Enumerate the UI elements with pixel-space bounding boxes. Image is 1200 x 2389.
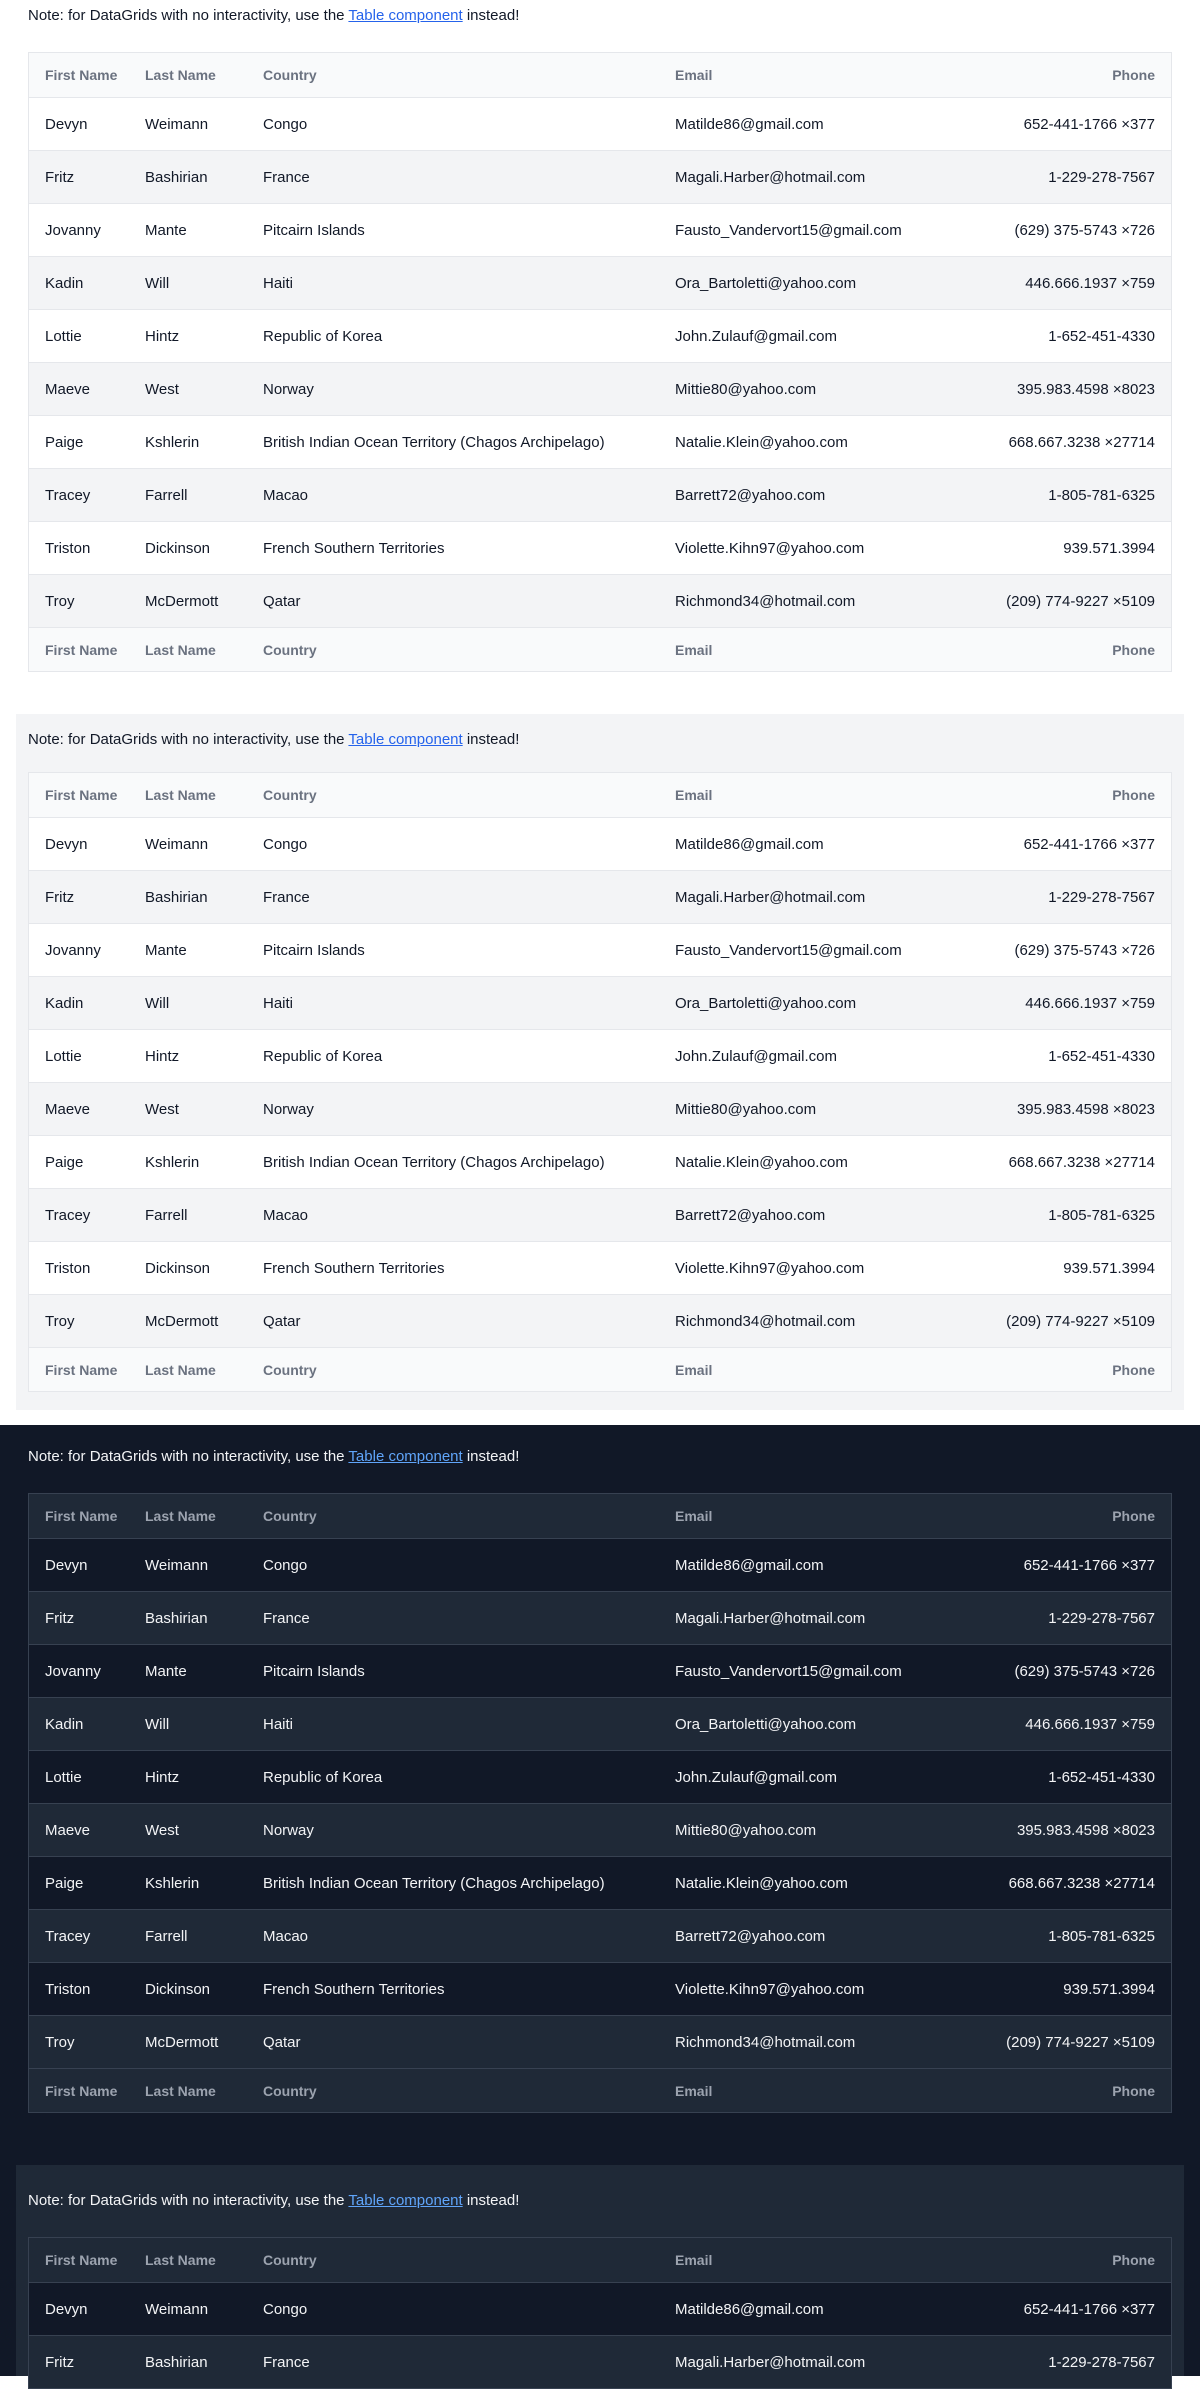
table-row[interactable] [29,1962,1171,2015]
country-cell: British Indian Ocean Territory (Chagos Archipelago) [263,1874,605,1892]
country-cell: British Indian Ocean Territory (Chagos Archipelago) [263,433,605,451]
phone-cell: 939.571.3994 [1063,1259,1155,1277]
note-suffix: instead! [462,2192,520,2209]
datagrid-section-light [0,0,1200,710]
first-name-cell: Tracey [45,1206,91,1224]
last-name-cell: McDermott [145,1312,219,1330]
email-cell: Matilde86@gmail.com [675,1556,824,1574]
last-name-cell: Will [145,274,170,292]
phone-cell: 1-652-451-4330 [1048,1768,1155,1786]
last-name-cell: Kshlerin [145,433,200,451]
country-cell: Pitcairn Islands [263,221,365,239]
last-name-header[interactable]: Last Name [145,2252,216,2268]
first-name-cell: Maeve [45,380,91,398]
last-name-cell: Mante [145,1662,187,1680]
table-row[interactable] [29,574,1171,627]
phone-cell: 1-652-451-4330 [1048,1047,1155,1065]
country-cell: Haiti [263,274,294,292]
first-name-cell: Fritz [45,1609,75,1627]
country-cell: French Southern Territories [263,1259,445,1277]
grid-header-row [29,53,1171,97]
table-component-link[interactable]: Table component [348,2192,463,2209]
table-row[interactable] [29,1294,1171,1347]
table-row[interactable] [29,817,1171,870]
phone-cell: 446.666.1937 ×759 [1025,1715,1155,1733]
last-name-cell: West [145,1821,179,1839]
email-cell: Magali.Harber@hotmail.com [675,168,866,186]
phone-cell: 395.983.4598 ×8023 [1016,380,1155,398]
email-cell: Richmond34@hotmail.com [675,2033,856,2051]
table-component-link[interactable]: Table component [348,1448,463,1465]
email-cell: Violette.Kihn97@yahoo.com [675,539,865,557]
first-name-cell: Kadin [45,274,84,292]
first-name-cell: Maeve [45,1100,91,1118]
country-footer: Country [263,641,317,658]
table-row[interactable] [29,2015,1171,2068]
table-row[interactable] [29,150,1171,203]
last-name-cell: McDermott [145,2033,219,2051]
email-cell: John.Zulauf@gmail.com [675,327,837,345]
phone-cell: 1-652-451-4330 [1048,327,1155,345]
country-cell: Macao [263,1206,309,1224]
email-cell: Mittie80@yahoo.com [675,380,817,398]
table-row[interactable] [29,97,1171,150]
email-cell: Ora_Bartoletti@yahoo.com [675,994,857,1012]
email-footer: Email [675,1361,713,1378]
table-row[interactable] [29,1644,1171,1697]
last-name-cell: Hintz [145,1768,180,1786]
table-row[interactable] [29,1803,1171,1856]
country-cell: British Indian Ocean Territory (Chagos Archipelago) [263,1153,605,1171]
country-header[interactable]: Country [263,2252,317,2268]
first-name-cell: Troy [45,2033,75,2051]
phone-cell: 1-805-781-6325 [1048,486,1155,504]
phone-cell: (209) 774-9227 ×5109 [1006,1312,1155,1330]
last-name-cell: Mante [145,221,187,239]
phone-cell: 1-229-278-7567 [1048,1609,1155,1627]
table-row[interactable] [29,2335,1171,2388]
country-footer: Country [263,2082,317,2099]
last-name-cell: Will [145,994,170,1012]
country-cell: Macao [263,1927,309,1945]
first-name-cell: Devyn [45,115,88,133]
phone-cell: 446.666.1937 ×759 [1025,274,1155,292]
first-name-cell: Paige [45,1874,84,1892]
first-name-header[interactable]: First Name [45,67,118,83]
email-cell: Barrett72@yahoo.com [675,486,826,504]
phone-header[interactable]: Phone [1112,67,1155,83]
first-name-header[interactable]: First Name [45,2252,118,2268]
phone-header[interactable]: Phone [1112,1508,1155,1524]
last-name-footer: Last Name [145,2082,216,2099]
table-row[interactable] [29,362,1171,415]
table-row[interactable] [29,1697,1171,1750]
last-name-cell: Kshlerin [145,1153,200,1171]
country-cell: France [263,888,310,906]
country-cell: Congo [263,115,308,133]
note-prefix: Note: for DataGrids with no interactivity, use the [28,731,349,748]
grid-footer-row [29,2068,1171,2112]
first-name-cell: Devyn [45,835,88,853]
table-component-link[interactable]: Table component [348,7,463,24]
phone-cell: 1-805-781-6325 [1048,1206,1155,1224]
first-name-cell: Fritz [45,168,75,186]
note-prefix: Note: for DataGrids with no interactivity, use the [28,7,349,24]
note-suffix: instead! [462,1448,520,1465]
email-cell: Richmond34@hotmail.com [675,592,856,610]
phone-footer: Phone [1112,1361,1155,1378]
last-name-cell: Hintz [145,327,180,345]
country-cell: Pitcairn Islands [263,1662,365,1680]
last-name-header[interactable]: Last Name [145,67,216,83]
table-row[interactable] [29,1241,1171,1294]
email-cell: Fausto_Vandervort15@gmail.com [675,941,902,959]
email-cell: Violette.Kihn97@yahoo.com [675,1259,865,1277]
phone-cell: 1-229-278-7567 [1048,2353,1155,2371]
email-cell: Matilde86@gmail.com [675,835,824,853]
country-cell: Republic of Korea [263,327,383,345]
last-name-cell: West [145,380,179,398]
country-cell: Norway [263,1821,314,1839]
first-name-cell: Jovanny [45,221,101,239]
phone-cell: 668.667.3238 ×27714 [1008,1153,1155,1171]
grid-header-row [29,1494,1171,1538]
email-header[interactable]: Email [675,2252,713,2268]
phone-cell: 939.571.3994 [1063,539,1155,557]
email-cell: Ora_Bartoletti@yahoo.com [675,1715,857,1733]
email-cell: Matilde86@gmail.com [675,2300,824,2318]
last-name-cell: Farrell [145,486,188,504]
first-name-cell: Triston [45,1259,91,1277]
first-name-cell: Fritz [45,2353,75,2371]
note-text [28,714,1172,756]
phone-header[interactable]: Phone [1112,787,1155,803]
country-cell: France [263,2353,310,2371]
table-row[interactable] [29,1591,1171,1644]
first-name-cell: Lottie [45,1768,82,1786]
country-cell: Pitcairn Islands [263,941,365,959]
phone-cell: 652-441-1766 ×377 [1023,115,1155,133]
country-cell: Congo [263,1556,308,1574]
last-name-cell: Dickinson [145,1980,211,1998]
first-name-footer: First Name [45,641,118,658]
table-row[interactable] [29,870,1171,923]
country-cell: France [263,1609,310,1627]
last-name-cell: Bashirian [145,2353,208,2371]
datagrid [28,1493,1172,2113]
phone-cell: 1-229-278-7567 [1048,168,1155,186]
table-component-link[interactable]: Table component [348,731,463,748]
last-name-cell: Kshlerin [145,1874,200,1892]
table-row[interactable] [29,521,1171,574]
country-header[interactable]: Country [263,67,317,83]
last-name-cell: Dickinson [145,1259,211,1277]
first-name-cell: Triston [45,539,91,557]
country-cell: Haiti [263,994,294,1012]
email-cell: Mittie80@yahoo.com [675,1821,817,1839]
email-cell: Magali.Harber@hotmail.com [675,1609,866,1627]
email-cell: Barrett72@yahoo.com [675,1206,826,1224]
phone-cell: (629) 375-5743 ×726 [1014,941,1155,959]
email-footer: Email [675,641,713,658]
country-cell: France [263,168,310,186]
phone-cell: (629) 375-5743 ×726 [1014,221,1155,239]
table-row[interactable] [29,415,1171,468]
last-name-cell: McDermott [145,592,219,610]
country-cell: Republic of Korea [263,1047,383,1065]
email-cell: Richmond34@hotmail.com [675,1312,856,1330]
phone-footer: Phone [1112,2082,1155,2099]
last-name-cell: Hintz [145,1047,180,1065]
datagrid [28,772,1172,1392]
first-name-cell: Devyn [45,1556,88,1574]
first-name-cell: Troy [45,592,75,610]
country-cell: Qatar [263,592,301,610]
phone-cell: 652-441-1766 ×377 [1023,2300,1155,2318]
note-prefix: Note: for DataGrids with no interactivity, use the [28,2192,349,2209]
first-name-cell: Kadin [45,994,84,1012]
phone-cell: 668.667.3238 ×27714 [1008,433,1155,451]
email-cell: Violette.Kihn97@yahoo.com [675,1980,865,1998]
email-cell: Ora_Bartoletti@yahoo.com [675,274,857,292]
table-row[interactable] [29,1029,1171,1082]
datagrid [28,52,1172,672]
country-cell: Republic of Korea [263,1768,383,1786]
phone-cell: (209) 774-9227 ×5109 [1006,2033,1155,2051]
email-header[interactable]: Email [675,67,713,83]
last-name-cell: Will [145,1715,170,1733]
last-name-cell: Weimann [145,1556,209,1574]
phone-footer: Phone [1112,641,1155,658]
first-name-cell: Maeve [45,1821,91,1839]
phone-cell: 652-441-1766 ×377 [1023,1556,1155,1574]
country-cell: Haiti [263,1715,294,1733]
note-text [28,0,1172,32]
email-cell: Magali.Harber@hotmail.com [675,888,866,906]
last-name-cell: Farrell [145,1927,188,1945]
first-name-cell: Kadin [45,1715,84,1733]
country-cell: Norway [263,1100,314,1118]
phone-header[interactable]: Phone [1112,2252,1155,2268]
table-row[interactable] [29,923,1171,976]
country-cell: French Southern Territories [263,1980,445,1998]
table-row[interactable] [29,1082,1171,1135]
last-name-cell: Weimann [145,2300,209,2318]
last-name-cell: Mante [145,941,187,959]
note-text [28,1425,1172,1473]
table-row[interactable] [29,1538,1171,1591]
country-cell: Qatar [263,2033,301,2051]
email-cell: Fausto_Vandervort15@gmail.com [675,1662,902,1680]
last-name-cell: Farrell [145,1206,188,1224]
note-text [28,2165,1172,2217]
first-name-cell: Triston [45,1980,91,1998]
phone-cell: (629) 375-5743 ×726 [1014,1662,1155,1680]
first-name-footer: First Name [45,2082,118,2099]
table-row[interactable] [29,203,1171,256]
email-cell: Matilde86@gmail.com [675,115,824,133]
first-name-header[interactable]: First Name [45,1508,118,1524]
email-cell: Natalie.Klein@yahoo.com [675,1874,848,1892]
table-row[interactable] [29,256,1171,309]
phone-cell: 652-441-1766 ×377 [1023,835,1155,853]
email-cell: John.Zulauf@gmail.com [675,1768,837,1786]
table-row[interactable] [29,1750,1171,1803]
first-name-cell: Lottie [45,1047,82,1065]
phone-cell: 939.571.3994 [1063,1980,1155,1998]
first-name-cell: Devyn [45,2300,88,2318]
table-row[interactable] [29,2282,1171,2335]
table-row[interactable] [29,1856,1171,1909]
first-name-cell: Troy [45,1312,75,1330]
last-name-cell: Weimann [145,835,209,853]
country-cell: Congo [263,2300,308,2318]
datagrid-section-dark [0,1425,1200,2165]
last-name-footer: Last Name [145,641,216,658]
first-name-header[interactable]: First Name [45,787,118,803]
email-cell: Natalie.Klein@yahoo.com [675,1153,848,1171]
phone-cell: 1-805-781-6325 [1048,1927,1155,1945]
country-footer: Country [263,1361,317,1378]
last-name-cell: Bashirian [145,1609,208,1627]
table-row[interactable] [29,1188,1171,1241]
email-cell: Fausto_Vandervort15@gmail.com [675,221,902,239]
email-footer: Email [675,2082,713,2099]
first-name-cell: Tracey [45,1927,91,1945]
country-cell: French Southern Territories [263,539,445,557]
first-name-cell: Tracey [45,486,91,504]
phone-cell: (209) 774-9227 ×5109 [1006,592,1155,610]
grid-footer-row [29,627,1171,671]
email-header[interactable]: Email [675,1508,713,1524]
table-row[interactable] [29,468,1171,521]
first-name-footer: First Name [45,1361,118,1378]
first-name-cell: Jovanny [45,941,101,959]
last-name-cell: West [145,1100,179,1118]
email-cell: Magali.Harber@hotmail.com [675,2353,866,2371]
phone-cell: 395.983.4598 ×8023 [1016,1100,1155,1118]
first-name-cell: Lottie [45,327,82,345]
country-cell: Congo [263,835,308,853]
grid-footer-row [29,1347,1171,1391]
email-cell: John.Zulauf@gmail.com [675,1047,837,1065]
email-cell: Natalie.Klein@yahoo.com [675,433,848,451]
country-header[interactable]: Country [263,787,317,803]
first-name-cell: Fritz [45,888,75,906]
phone-cell: 446.666.1937 ×759 [1025,994,1155,1012]
last-name-header[interactable]: Last Name [145,787,216,803]
note-prefix: Note: for DataGrids with no interactivity, use the [28,1448,349,1465]
last-name-cell: Bashirian [145,168,208,186]
first-name-cell: Paige [45,1153,84,1171]
datagrid [28,2237,1172,2389]
email-cell: Mittie80@yahoo.com [675,1100,817,1118]
country-header[interactable]: Country [263,1508,317,1524]
email-header[interactable]: Email [675,787,713,803]
datagrid-section-dark-panel [0,2165,1200,2376]
phone-cell: 1-229-278-7567 [1048,888,1155,906]
last-name-header[interactable]: Last Name [145,1508,216,1524]
datagrid-section-light-panel [16,714,1184,1410]
table-row[interactable] [29,1909,1171,1962]
table-row[interactable] [29,309,1171,362]
last-name-cell: Dickinson [145,539,211,557]
first-name-cell: Paige [45,433,84,451]
note-suffix: instead! [462,7,520,24]
phone-cell: 668.667.3238 ×27714 [1008,1874,1155,1892]
country-cell: Qatar [263,1312,301,1330]
phone-cell: 395.983.4598 ×8023 [1016,1821,1155,1839]
last-name-footer: Last Name [145,1361,216,1378]
table-row[interactable] [29,976,1171,1029]
country-cell: Norway [263,380,314,398]
last-name-cell: Weimann [145,115,209,133]
last-name-cell: Bashirian [145,888,208,906]
first-name-cell: Jovanny [45,1662,101,1680]
grid-header-row [29,773,1171,817]
note-suffix: instead! [462,731,520,748]
email-cell: Barrett72@yahoo.com [675,1927,826,1945]
country-cell: Macao [263,486,309,504]
table-row[interactable] [29,1135,1171,1188]
grid-header-row [29,2238,1171,2282]
